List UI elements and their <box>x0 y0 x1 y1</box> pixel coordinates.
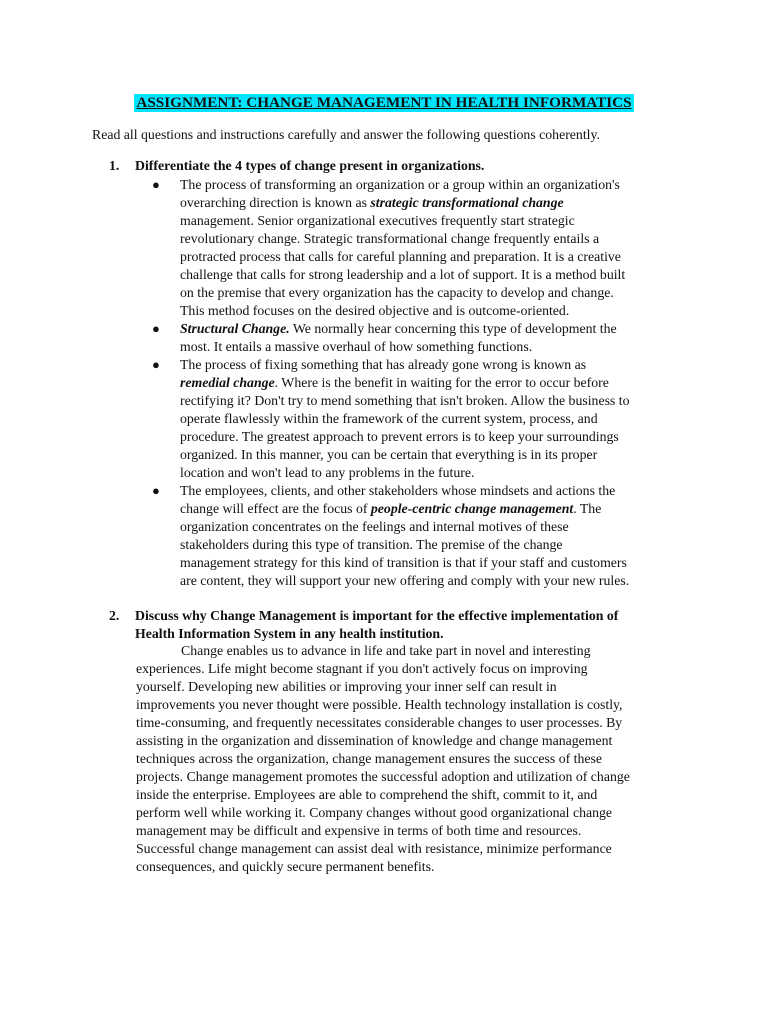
text-line: most. It entails a massive overhaul of how something functions. <box>180 339 533 354</box>
text-line: assisting in the organization and dissemination of knowledge and change management <box>136 733 613 748</box>
emphasis-text: Structural Change. <box>180 321 290 336</box>
list-item <box>152 176 626 320</box>
text-line: are content, they will support your new offering and comply with your new rules. <box>180 573 630 588</box>
bullet-icon: ● <box>152 357 160 372</box>
text-line: revolutionary change. Strategic transformational change frequently entails a <box>180 231 600 246</box>
text-line <box>180 500 629 518</box>
question-1-number: 1. <box>109 158 120 173</box>
document-title: ASSIGNMENT: CHANGE MANAGEMENT IN HEALTH INFORMATICS <box>136 94 632 111</box>
text-line: organization concentrates on the feelings and internal motives of these <box>180 519 569 534</box>
text-segment: . The <box>573 501 602 516</box>
text-line: management. Senior organizational executives frequently start strategic <box>180 213 575 228</box>
question-1-text: Differentiate the 4 types of change present in organizations. <box>135 158 485 173</box>
text-line: consequences, and quickly secure permanent benefits. <box>136 859 435 874</box>
list-item <box>152 482 630 590</box>
bullet-paragraph <box>180 482 629 590</box>
text-line: Successful change management can assist deal with resistance, minimize performance <box>136 841 612 856</box>
question-2-number: 2. <box>109 608 120 623</box>
text-line: challenge that calls for strong leadership and a lot of support. It is a method built <box>180 267 626 282</box>
text-line: projects. Change management promotes the successful adoption and utilization of change <box>136 769 630 784</box>
text-line: techniques across the organization, change management ensures the success of these <box>136 751 602 766</box>
bullet-icon: ● <box>152 321 160 336</box>
text-line: Health Information System in any health institution. <box>135 626 444 641</box>
text-line: stakeholders during this type of transition. The premise of the change <box>180 537 563 552</box>
bullet-paragraph <box>180 356 629 482</box>
text-segment: We normally hear concerning this type of development the <box>289 321 617 336</box>
bullet-paragraph <box>180 176 625 320</box>
bullet-icon: ● <box>152 177 160 192</box>
text-line: The employees, clients, and other stakeholders whose mindsets and actions the <box>180 483 616 498</box>
text-line: inside the enterprise. Employees are able to comprehend the shift, commit to it, and <box>136 787 598 802</box>
emphasis-text: remedial change <box>180 375 275 390</box>
bullet-paragraph <box>180 320 617 356</box>
bullet-icon: ● <box>152 483 160 498</box>
title-container <box>0 94 768 112</box>
text-line: rectifying it? Don't try to mend something that isn't broken. Allow the business to <box>180 393 630 408</box>
intro-text: Read all questions and instructions carefully and answer the following questions coherently. <box>92 127 600 142</box>
text-line: organized. In this manner, you can be certain that everything is in its proper <box>180 447 598 462</box>
text-line: The process of fixing something that has already gone wrong is known as <box>180 357 587 372</box>
text-segment: . Where is the benefit in waiting for the error to occur before <box>274 375 609 390</box>
text-line: The process of transforming an organization or a group within an organization's <box>180 177 620 192</box>
list-item <box>152 356 630 482</box>
question-2-text <box>135 607 685 643</box>
text-line: protracted process that calls for careful planning and preparation. It is a creative <box>180 249 621 264</box>
text-line <box>180 374 629 392</box>
emphasis-text: people-centric change management <box>370 501 574 516</box>
text-line: management strategy for this kind of transition is that if your staff and customers <box>180 555 627 570</box>
text-line: location and won't lead to any problems in the future. <box>180 465 475 480</box>
text-line <box>180 194 625 212</box>
text-line: improvements you never thought were possible. Health technology installation is costly, <box>136 697 623 712</box>
text-segment: overarching direction is known as <box>180 195 371 210</box>
text-line: time-consuming, and frequently necessitates considerable changes to user processes. By <box>136 715 623 730</box>
text-segment: change will effect are the focus of <box>180 501 371 516</box>
list-item <box>152 320 617 356</box>
text-line: management may be difficult and expensive in terms of both time and resources. <box>136 823 582 838</box>
emphasis-text: strategic transformational change <box>370 195 564 210</box>
text-line: yourself. Developing new abilities or improving your inner self can result in <box>136 679 557 694</box>
text-line: experiences. Life might become stagnant if you don't actively focus on improving <box>136 661 588 676</box>
text-line: Change enables us to advance in life and take part in novel and interesting <box>181 643 591 658</box>
question-2-answer <box>136 642 696 876</box>
text-line: on the premise that every organization has the capacity to develop and change. <box>180 285 614 300</box>
text-line: perform well while working it. Company changes without good organizational change <box>136 805 613 820</box>
text-line: procedure. The greatest approach to prevent errors is to keep your surroundings <box>180 429 619 444</box>
text-line: operate flawlessly within the framework of the current system, process, and <box>180 411 598 426</box>
text-line: Discuss why Change Management is important for the effective implementation of <box>135 608 619 623</box>
text-line <box>180 320 617 338</box>
text-line: This method focuses on the desired objective and is outcome-oriented. <box>180 303 570 318</box>
